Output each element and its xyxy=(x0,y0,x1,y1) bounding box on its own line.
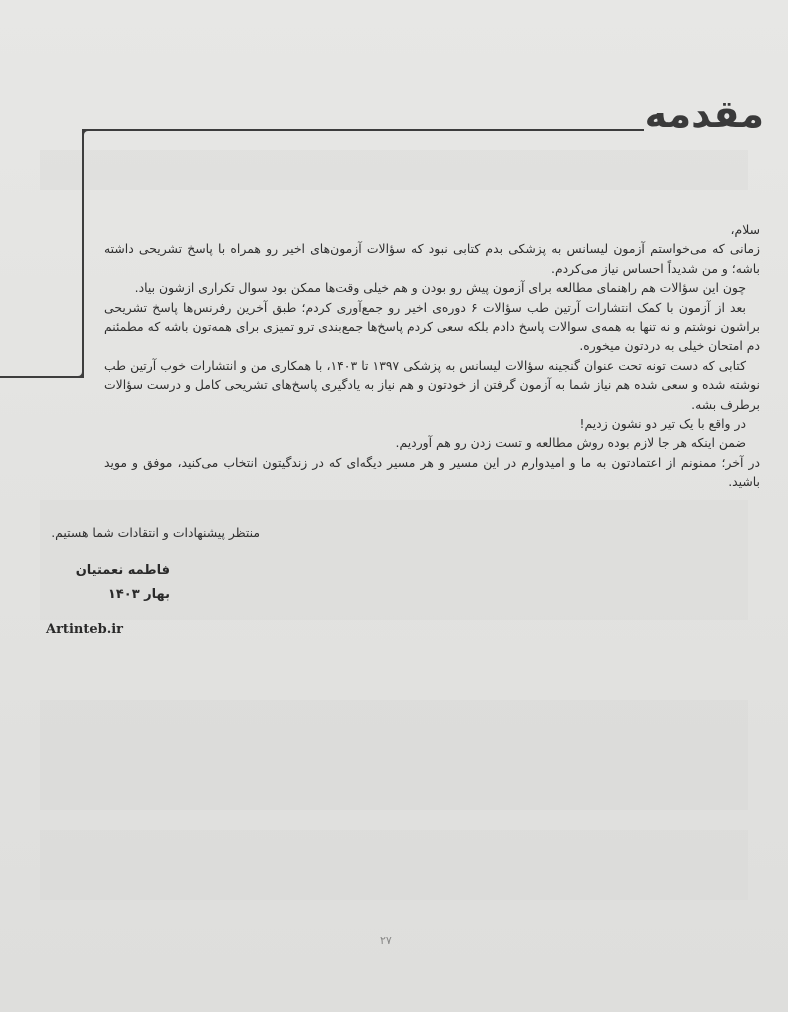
page-title: مقدمه xyxy=(644,92,764,136)
paragraph: در واقع با یک تیر دو نشون زدیم! xyxy=(579,416,746,432)
paragraph: ضمن اینکه هر جا لازم بوده روش مطالعه و تست زدن رو هم آوردیم. xyxy=(395,435,746,451)
show-through-shadow xyxy=(40,62,758,92)
title-rule xyxy=(84,129,644,131)
greeting: سلام، xyxy=(730,222,760,237)
frame-rule-bottom xyxy=(0,376,84,378)
frame-corner xyxy=(82,129,90,137)
show-through-shadow xyxy=(40,150,748,190)
show-through-shadow xyxy=(40,830,748,900)
closing-note: منتظر پیشنهادات و انتقادات شما هستیم. xyxy=(51,525,260,540)
paragraph: زمانی که می‌خواستم آزمون لیسانس به پزشکی بدم کتابی نبود که سؤالات آزمون‌های اخیر رو همراه با پاسخ تشریحی داشته باشه؛ و من شدیداً احساس نیاز می‌کردم. xyxy=(104,241,760,276)
frame-rule-vertical xyxy=(82,129,84,377)
paragraph: بعد از آزمون با کمک انتشارات آرتین طب سؤالات ۶ دوره‌ی اخیر رو جمع‌آوری کردم؛ طبق آخرین رفرنس‌ها پاسخ تشریحی براشون نوشتم و نه تنها به همه‌ی سوالات پاسخ دادم بلکه سعی کردم پاسخ‌ها جمع‌بندی ترو تمیزی برای همه‌تون باشه که مطمئنم دم امتحان خیلی به دردتون میخوره. xyxy=(104,299,760,354)
author-name: فاطمه نعمتیان xyxy=(75,563,170,578)
page-number: ۲۷ xyxy=(380,934,392,947)
author-date: بهار ۱۴۰۳ xyxy=(107,587,170,602)
intro-body xyxy=(104,220,760,492)
paragraph: کتابی که دست تونه تحت عنوان گنجینه سؤالات لیسانس به پزشکی ۱۳۹۷ تا ۱۴۰۳، با همکاری من و انتشارات خوب آرتین طب نوشته شده و سعی شده هم نیاز شما به آزمون گرفتن از خودتون و هم نیاز به یادگیری پاسخ‌های تشریحی کامل و درست سؤالات برطرف بشه. xyxy=(104,357,760,412)
show-through-shadow xyxy=(40,700,748,810)
author-signature xyxy=(40,559,170,607)
website-label: Artinteb.ir xyxy=(46,622,124,637)
paragraph: در آخر؛ ممنونم از اعتمادتون به ما و امیدوارم در این مسیر و هر مسیر دیگه‌ای که در زندگیتون انتخاب می‌کنید، موفق و موید باشید. xyxy=(104,454,760,490)
paragraph: چون این سؤالات هم راهنمای مطالعه برای آزمون پیش رو بودن و هم خیلی وقت‌ها ممکن بود سوال تکراری ازشون بیاد. xyxy=(134,280,746,296)
